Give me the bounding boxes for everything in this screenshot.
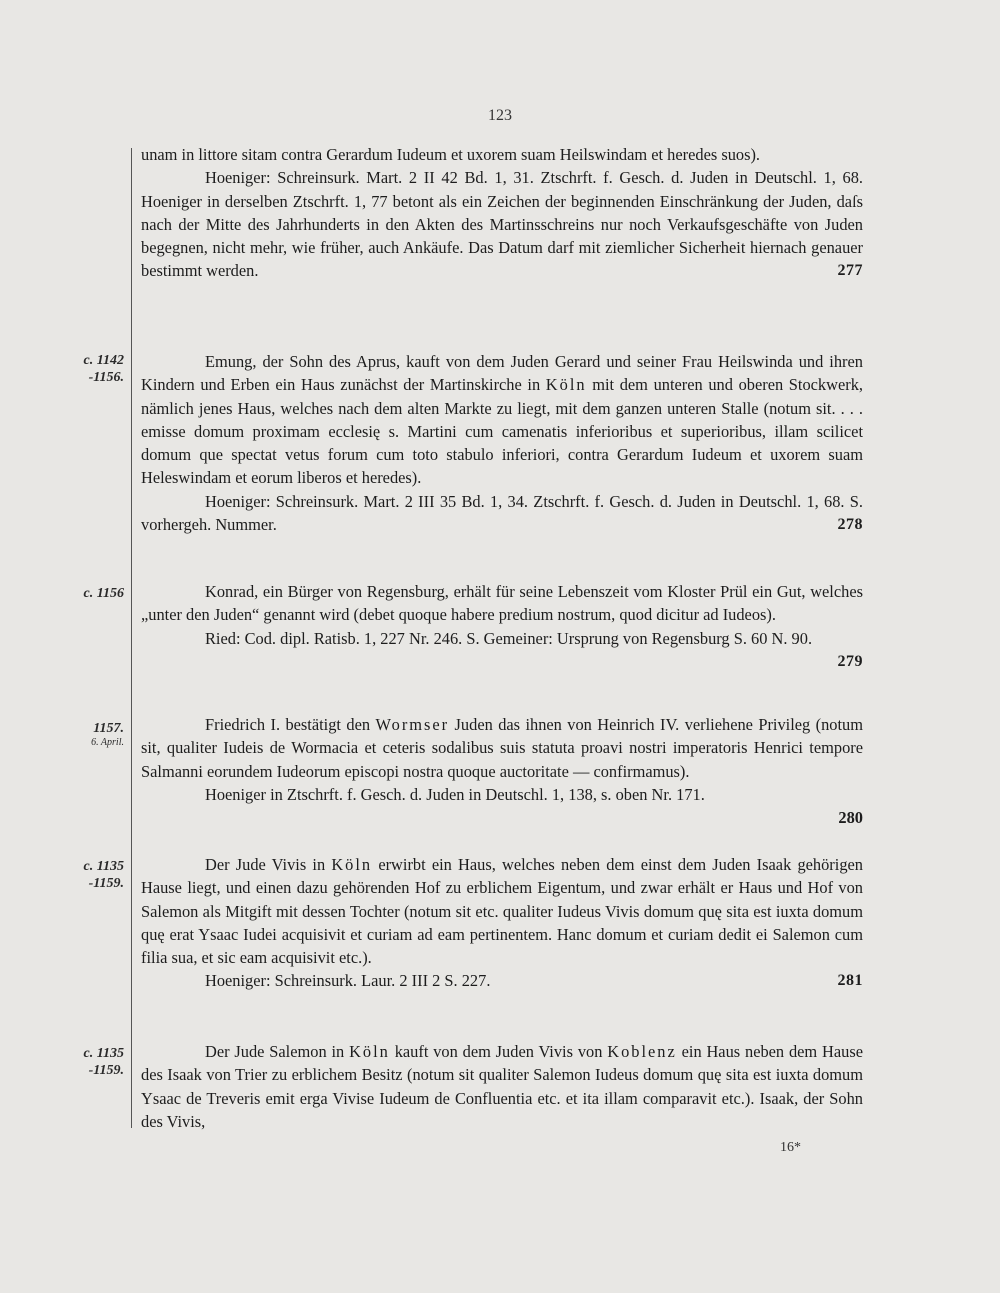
entry-279-text: Konrad, ein Bürger von Regensburg, erhält für seine Lebenszeit vom Kloster Prül ein Gut, welches „unter den Juden“ genannt wird (debet quoque habere predium nostrum, quod dicitur ad Iudeos). [141,582,863,625]
entry-280 [141,713,863,829]
entry-number-281: 281 [837,972,863,990]
page-number: 123 [488,107,512,124]
entry-282-text: Der Jude Salemon in Köln kauft von dem Juden Vivis von Koblenz ein Haus neben dem Hause des Isaak von Trier zu erblichem Besitz (notum sit qualiter Salemon Iudeus domum quę sita est iuxta domum Ysaac de Treveris emit erga Vivise Iudeum de Confluentia etc. et ita illam comparavit etc.). Isaak, der Sohn des Vivis, [141,1042,863,1131]
margin-date-280: 1157. 6. April. [91,721,124,748]
entry-280-text: Friedrich I. bestätigt den Wormser Juden das ihnen von Heinrich IV. verliehene Privileg (notum sit, qualiter Iudeis de Wormacia et ceteris sodalibus suis statuta proavi nostri imperatoris Henrici tempore Salmanni eorundem Iudeorum episcopi nostra quoque auctoritate — confirmamus). [141,715,863,781]
entry-number-278: 278 [837,516,863,534]
entry-278-text: Emung, der Sohn des Aprus, kauft von dem Juden Gerard und seiner Frau Heilswinda und ihren Kindern und Erben ein Haus zunächst der Martinskirche in Köln mit dem unteren und oberen Stockwerk, nämlich jenes Haus, welches nach dem alten Markte zu liegt, mit dem ganzen unteren Stalle (notum sit. . . . emisse domum proximam ecclesię s. Martini cum camenatis inferioribus et superioribus, illam scilicet domum que spectat vetus forum cum toto stabulo inferiori, contra Gerardum Iudeum et uxorem suam Heleswindam et eorum liberos et heredes). [141,352,863,488]
entry-277 [141,143,863,283]
margin-date-281: c. 1135 -1159. [83,859,124,891]
entry-number-280: 280 [838,808,863,828]
entry-280-reference: Hoeniger in Ztschrft. f. Gesch. d. Juden in Deutschl. 1, 138, s. oben Nr. 171. [205,784,705,804]
margin-date-278: c. 1142 -1156. [83,353,124,385]
entry-278 [141,350,863,536]
margin-rule [131,148,132,1128]
entry-279-reference: Ried: Cod. dipl. Ratisb. 1, 227 Nr. 246. S. Gemeiner: Ursprung von Regensburg S. 60 N. 90. 279 [141,627,863,650]
entry-number-279: 279 [837,652,863,670]
entry-277-reference: Hoeniger: Schreinsurk. Mart. 2 II 42 Bd. 1, 31. Ztschrft. f. Gesch. d. Juden in Deutschl. 1, 68. Hoeniger in derselben Ztschrft. 1, 77 betont als ein Zeichen der beginnenden Einschränkung der Juden, daſs nach der Mitte des Jahrhunderts in den Akten des Martinsschreins nur noch Verkaufsgeschäfte von Juden begegnen, nicht mehr, wie früher, auch Ankäufe. Das Datum darf mit ziemlicher Sicherheit hiernach genauer bestimmt werden. 277 [141,166,863,282]
entry-282 [141,1040,863,1133]
entry-number-277: 277 [837,262,863,280]
entry-281 [141,853,863,993]
signature-mark: 16* [780,1140,801,1155]
entry-277-text: unam in littore sitam contra Gerardum Iudeum et uxorem suam Heilswindam et heredes suos). [141,145,761,164]
entry-281-text: Der Jude Vivis in Köln erwirbt ein Haus, welches neben dem einst dem Juden Isaak gehörigen Hause liegt, und einen dazu gehörenden Hof zu erblichem Eigentum, und zwar erhält er Haus und Hof von Salemon als Mitgift mit dessen Tochter (notum sit etc. qualiter Iudeus Vivis domum quę sita est iuxta domum quę erat Ysaac Iudei acquisivit et curiam ad eam pertinentem. Hanc domum et curiam dedit ei Salemon cum filia sua, et sic eam acquisivit etc.). [141,855,863,968]
margin-date-279: c. 1156 [83,586,124,601]
entry-281-reference: Hoeniger: Schreinsurk. Laur. 2 III 2 S. 227. 281 [141,969,863,992]
entry-278-reference: Hoeniger: Schreinsurk. Mart. 2 III 35 Bd. 1, 34. Ztschrft. f. Gesch. d. Juden in Deutschl. 1, 68. S. vorhergeh. Nummer. 278 [141,490,863,537]
entry-279 [141,580,863,673]
margin-date-282: c. 1135 -1159. [83,1046,124,1078]
